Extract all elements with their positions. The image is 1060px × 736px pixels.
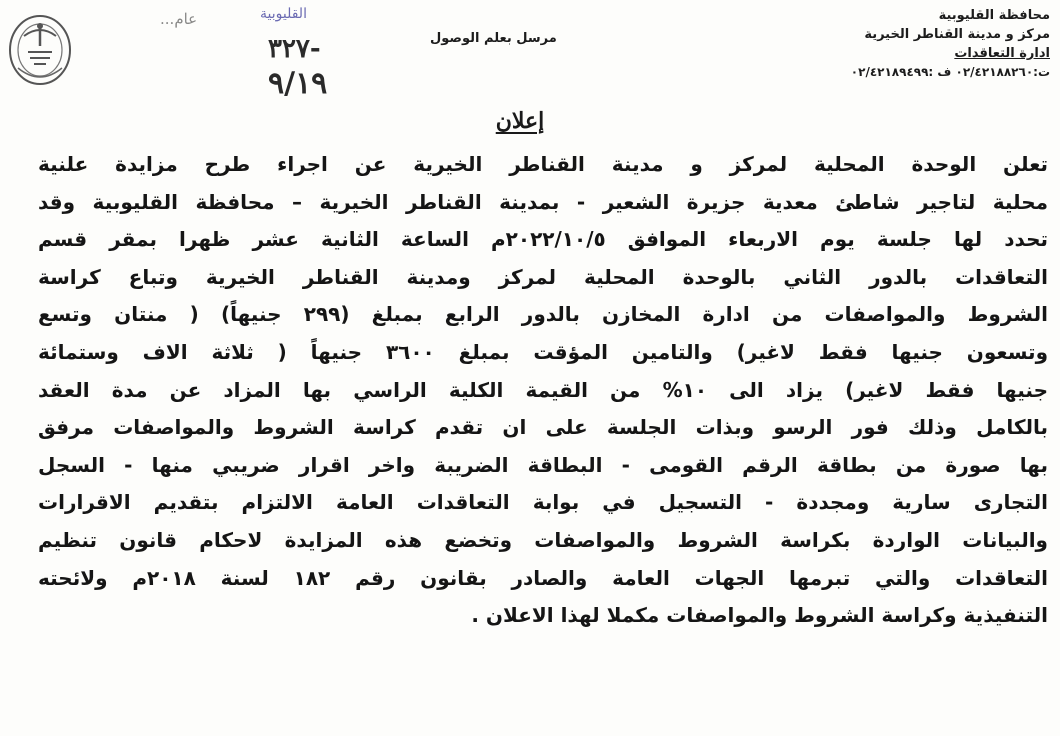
body-line: وتسعون جنيها فقط لاغير) والتامين المؤقت بمبلغ ٣٦٠٠ جنيهاً ( ثلاثة الاف وستمائة <box>38 339 1048 364</box>
seal-emblem-icon <box>4 6 76 90</box>
handwritten-number: ٣٢٧- <box>268 34 321 64</box>
body-line: التنفيذية وكراسة الشروط والمواصفات مكملا لهذا الاعلان . <box>471 603 1048 628</box>
body-line: تعلن الوحدة المحلية لمركز و مدينة القناطر الخيرية عن اجراء طرح مزايدة علنية <box>38 152 1048 176</box>
body-line: التعاقدات بالدور الثاني بالوحدة المحلية لمركز ومدينة القناطر الخيرية وتباع كراسة <box>38 264 1048 289</box>
body-line: والبيانات الواردة بكراسة الشروط والمواصفات وتخضع هذه المزايدة لاحكام قانون تنظيم <box>38 527 1048 552</box>
department-name: ادارة التعاقدات <box>954 46 1050 61</box>
body-line: التجارى سارية ومجددة - التسجيل في بوابة التعاقدات العامة الالتزام بتقديم الاقرارات <box>38 490 1048 515</box>
official-seal <box>4 6 76 90</box>
receipt-note: مرسل بعلم الوصول <box>430 31 557 46</box>
contact-phones: ت:٠٢/٤٢١٨٨٢٦٠ ف :٠٢/٤٢١٨٩٤٩٩ <box>850 65 1050 79</box>
body-line: التعاقدات والتي تبرمها الجهات العامة والصادر بقانون رقم ١٨٢ لسنة ٢٠١٨م ولائحته <box>38 565 1048 590</box>
body-line: بالكامل وذلك فور الرسو وبذات الجلسة على ان تقدم كراسة الشروط والمواصفات مرفق <box>38 415 1048 440</box>
handwritten-note-1: ...عام <box>160 10 198 28</box>
body-line: الشروط والمواصفات من ادارة المخازن بالدور الرابع بمبلغ (٢٩٩ جنيهاً) ( منتان وتسع <box>38 302 1048 327</box>
handwritten-date: ٩/١٩ <box>268 66 328 101</box>
letterhead <box>750 6 1050 82</box>
city-council-name: مركز و مدينة القناطر الخيرية <box>864 27 1050 42</box>
body-line: تحدد لها جلسة يوم الاربعاء الموافق ٢٠٢٢/١٠/٥م الساعة الثانية عشر ظهرا بمقر قسم <box>38 227 1048 252</box>
page-title: إعلان <box>495 108 545 134</box>
body-line: جنيها فقط لاغير) يزاد الى ١٠% من القيمة الكلية الراسي بها المزاد عن مدة العقد <box>38 377 1048 402</box>
governorate-name: محافظة القليوبية <box>938 8 1050 23</box>
body-line: بها صورة من بطاقة الرقم القومى - البطاقة الضريبة واخر اقرار ضريبي منها - السجل <box>38 452 1048 477</box>
handwritten-note-2: القليوبية <box>260 6 307 22</box>
body-line: محلية لتاجير شاطئ معدية جزيرة الشعير - بمدينة القناطر الخيرية – محافظة القليوبية وقد <box>38 189 1048 214</box>
handwritten-annotation <box>140 2 400 102</box>
announcement-body <box>38 146 1048 635</box>
